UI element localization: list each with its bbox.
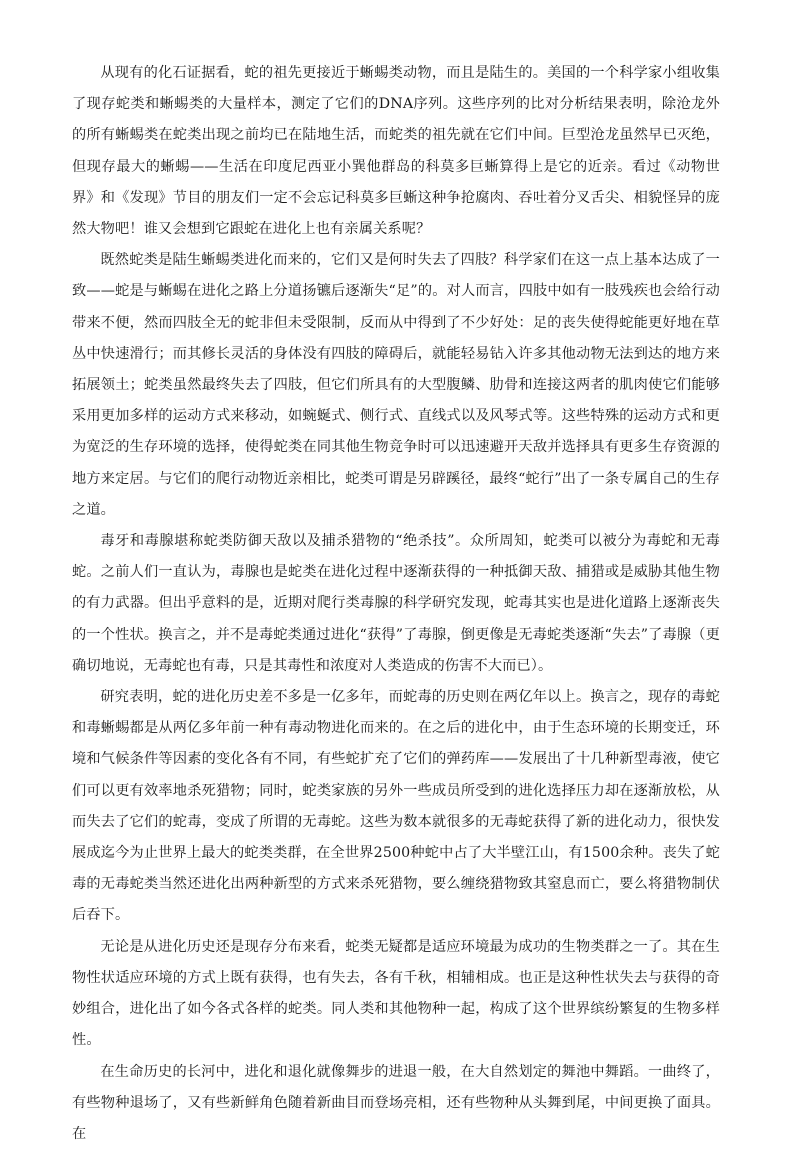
paragraph-fossil-evidence: 从现有的化石证据看，蛇的祖先更接近于蜥蜴类动物，而且是陆生的。美国的一个科学家小组收集了现存蛇类和蜥蜴类的大量样本，测定了它们的DNA序列。这些序列的比对分析结果表明，除沧龙外的所有蜥蜴类在蛇类出现之前均已在陆地生活，而蛇类的祖先就在它们中间。巨型沧龙虽然早已灭绝，但现存最大的蜥蜴——生活在印度尼西亚小巽他群岛的科莫多巨蜥算得上是它的近亲。看过《动物世界》和《发现》节目的朋友们一定不会忘记科莫多巨蜥这种争抢腐肉、吞吐着分叉舌尖、相貌怪异的庞然大物吧！谁又会想到它跟蛇在进化上也有亲属关系呢？ <box>72 58 720 245</box>
paragraph-limb-loss: 既然蛇类是陆生蜥蜴类进化而来的，它们又是何时失去了四肢？科学家们在这一点上基本达成了一致——蛇是与蜥蜴在进化之路上分道扬镳后逐渐失“足”的。对人而言，四肢中如有一肢残疾也会给行动带来不便，然而四肢全无的蛇非但未受限制，反而从中得到了不少好处：足的丧失使得蛇能更好地在草丛中快速滑行；而其修长灵活的身体没有四肢的障碍后，就能轻易钻入许多其他动物无法到达的地方来拓展领土；蛇类虽然最终失去了四肢，但它们所具有的大型腹鳞、肋骨和连接这两者的肌肉使它们能够采用更加多样的运动方式来移动，如蜿蜒式、侧行式、直线式以及风琴式等。这些特殊的运动方式和更为宽泛的生存环境的选择，使得蛇类在同其他生物竞争时可以迅速避开天敌并选择具有更多生存资源的地方来定居。与它们的爬行动物近亲相比，蛇类可谓是另辟蹊径，最终“蛇行”出了一条专属自己的生存之道。 <box>72 245 720 526</box>
paragraph-adaptation: 无论是从进化历史还是现存分布来看，蛇类无疑都是适应环境最为成功的生物类群之一了。其在生物性状适应环境的方式上既有获得，也有失去，各有千秋，相辅相成。也正是这种性状失去与获得的奇妙组合，进化出了如今各式各样的蛇类。同人类和其他物种一起，构成了这个世界缤纷繁复的生物多样性。 <box>72 932 720 1057</box>
document-page <box>72 58 720 1150</box>
paragraph-venom-history: 研究表明，蛇的进化历史差不多是一亿多年，而蛇毒的历史则在两亿年以上。换言之，现存的毒蛇和毒蜥蜴都是从两亿多年前一种有毒动物进化而来的。在之后的进化中，由于生态环境的长期变迁，环境和气候条件等因素的变化各有不同，有些蛇扩充了它们的弹药库——发展出了十几种新型毒液，使它们可以更有效率地杀死猎物；同时，蛇类家族的另外一些成员所受到的进化选择压力却在逐渐放松，从而失去了它们的蛇毒，变成了所谓的无毒蛇。这些为数本就很多的无毒蛇获得了新的进化动力，很快发展成迄今为止世界上最大的蛇类类群，在全世界2500种蛇中占了大半壁江山，有1500余种。丧失了蛇毒的无毒蛇类当然还进化出两种新型的方式来杀死猎物，要么缠绕猎物致其窒息而亡，要么将猎物制伏后吞下。 <box>72 682 720 932</box>
paragraph-evolution-dance: 在生命历史的长河中，进化和退化就像舞步的进退一般，在大自然划定的舞池中舞蹈。一曲终了，有些物种退场了，又有些新鲜角色随着新曲目而登场亮相，还有些物种从头舞到尾，中间更换了面具。在 <box>72 1057 720 1150</box>
paragraph-venom-glands: 毒牙和毒腺堪称蛇类防御天敌以及捕杀猎物的“绝杀技”。众所周知，蛇类可以被分为毒蛇和无毒蛇。之前人们一直认为，毒腺也是蛇类在进化过程中逐渐获得的一种抵御天敌、捕猎或是威胁其他生物的有力武器。但出乎意料的是，近期对爬行类毒腺的科学研究发现，蛇毒其实也是进化道路上逐渐丧失的一个性状。换言之，并不是毒蛇类通过进化“获得”了毒腺，倒更像是无毒蛇类逐渐“失去”了毒腺（更确切地说，无毒蛇也有毒，只是其毒性和浓度对人类造成的伤害不大而已）。 <box>72 526 720 682</box>
